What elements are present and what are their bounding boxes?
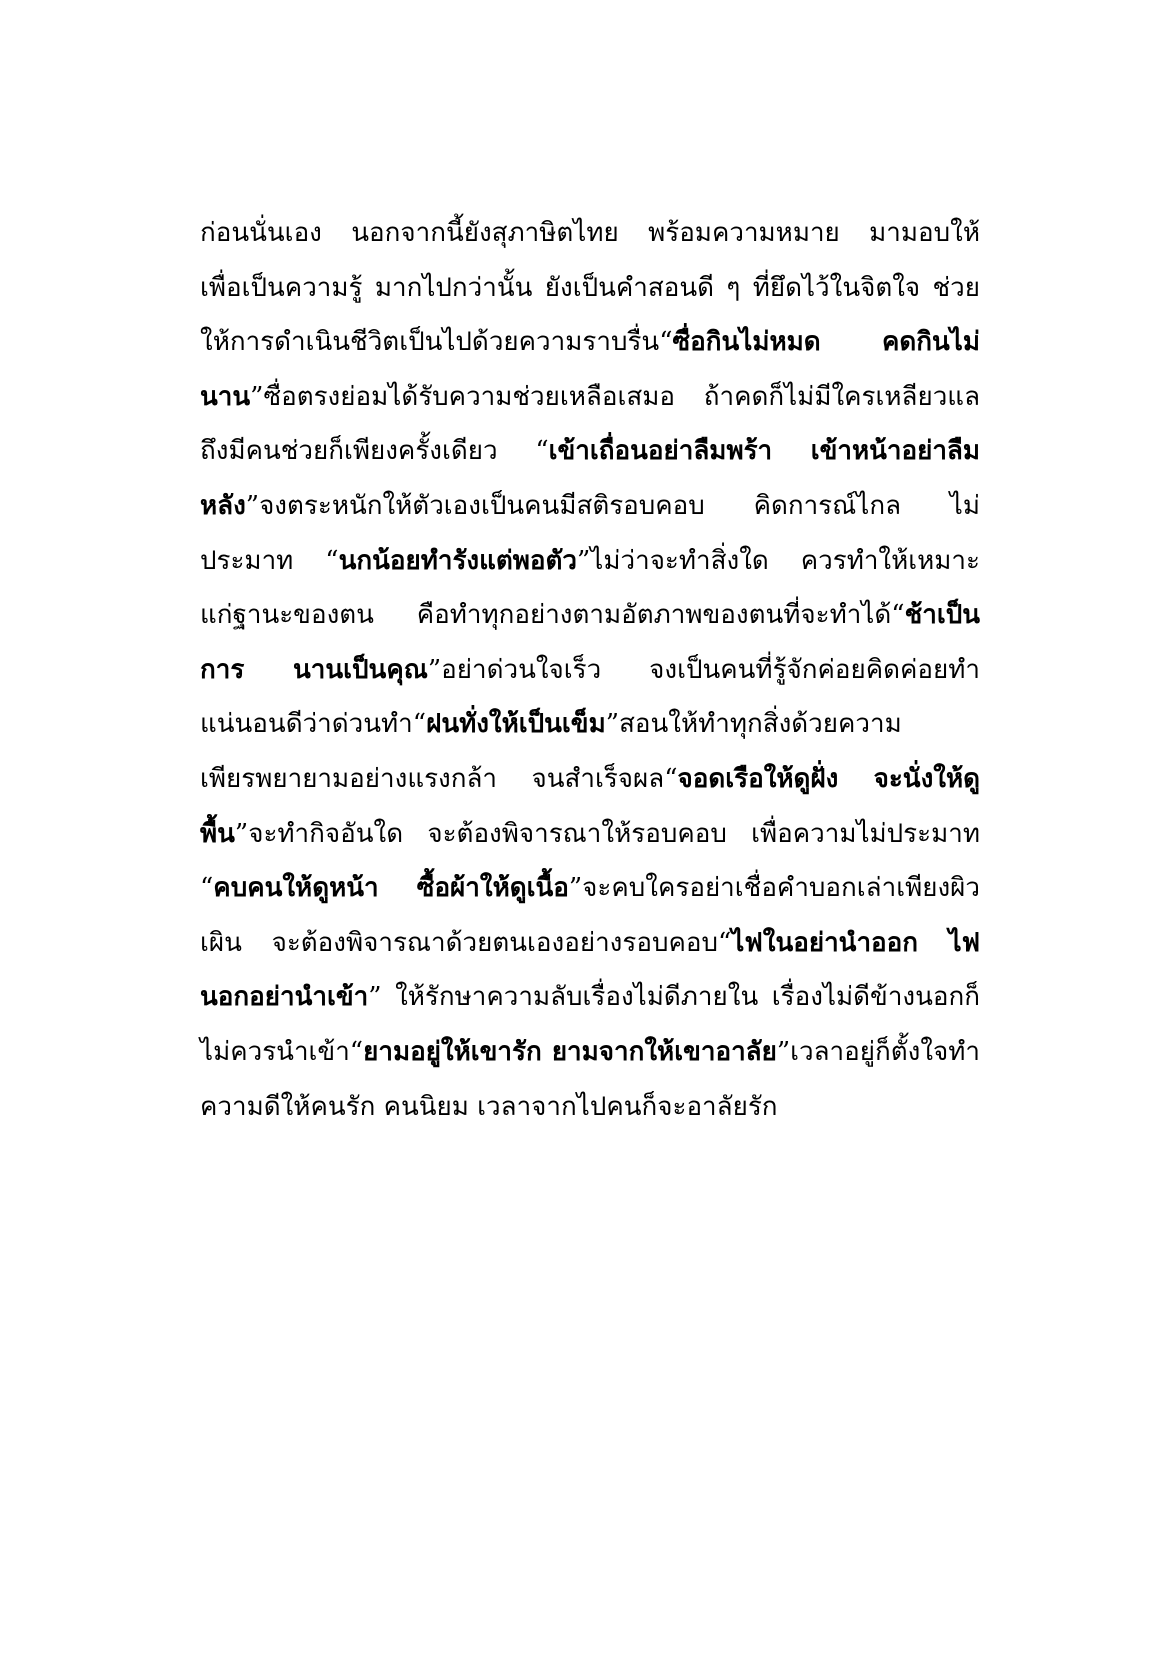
text-line [200, 424, 980, 479]
text-segment: เพื่อเป็นความรู้ มากไปกว่านั้น ยังเป็นคำสอนดี ๆ ที่ยึดไว้ในจิตใจ ช่วย [200, 272, 980, 303]
text-line [200, 479, 980, 534]
text-segment: แก่ฐานะของตน คือทำทุกอย่างตามอัตภาพของตนที่จะทำได้“ [200, 600, 905, 631]
proverb-text: นอกอย่านำเข้า [200, 982, 369, 1013]
text-line [200, 315, 980, 370]
text-segment: ” ให้รักษาความลับเรื่องไม่ดีภายใน เรื่องไม่ดีข้างนอกก็ [368, 982, 980, 1013]
text-segment: ”จะทำกิจอันใด จะต้องพิจารณาให้รอบคอบ เพื่อความไม่ประมาท [234, 818, 980, 849]
proverb-text: จอดเรือให้ดูฝั่ง จะนั่งให้ดู [677, 763, 980, 794]
text-line [200, 206, 980, 261]
text-line [200, 534, 980, 589]
text-segment: เพียรพยายามอย่างแรงกล้า จนสำเร็จผล“ [200, 763, 678, 794]
text-line [200, 1080, 980, 1135]
proverb-text: เข้าเถื่อนอย่าลืมพร้า เข้าหน้าอย่าลืม [548, 436, 980, 467]
text-segment: ”จงตระหนักให้ตัวเองเป็นคนมีสติรอบคอบ คิดการณ์ไกล ไม่ [245, 490, 980, 521]
proverb-text: พื้น [200, 818, 235, 849]
proverb-text: ยามอยู่ให้เขารัก ยามจากให้เขาอาลัย [363, 1036, 777, 1067]
proverb-text: การ นานเป็นคุณ [200, 654, 428, 685]
text-line [200, 370, 980, 425]
text-segment: ประมาท “ [200, 545, 339, 576]
text-line [200, 752, 980, 807]
text-segment: ”สอนให้ทำทุกสิ่งด้วยความ [605, 709, 902, 740]
text-segment: ”เวลาอยู่ก็ตั้งใจทำ [776, 1036, 980, 1067]
text-line [200, 1025, 980, 1080]
proverb-text: ไฟในอย่านำออก ไฟ [731, 927, 980, 958]
text-segment: เผิน จะต้องพิจารณาด้วยตนเองอย่างรอบคอบ“ [200, 927, 732, 958]
text-segment: แน่นอนดีว่าด่วนทำ“ [200, 709, 427, 740]
proverb-text: นาน [200, 381, 251, 412]
proverb-text: หลัง [200, 490, 246, 521]
text-line [200, 861, 980, 916]
text-segment: ”ซื่อตรงย่อมได้รับความช่วยเหลือเสมอ ถ้าคดก็ไม่มีใครเหลียวแล [250, 381, 980, 412]
text-line [200, 807, 980, 862]
proverb-text: ฝนทั่งให้เป็นเข็ม [426, 709, 606, 740]
proverb-text: ช้าเป็น [904, 600, 980, 631]
text-segment: ”จะคบใครอย่าเชื่อคำบอกเล่าเพียงผิว [568, 873, 980, 904]
text-line [200, 697, 980, 752]
text-segment: ”อย่าด่วนใจเร็ว จงเป็นคนที่รู้จักค่อยคิดค่อยทำ [427, 654, 981, 685]
text-segment: ให้การดำเนินชีวิตเป็นไปด้วยความราบรื่น“ [200, 327, 673, 358]
text-segment: ถึงมีคนช่วยก็เพียงครั้งเดียว “ [200, 436, 549, 467]
text-line [200, 643, 980, 698]
text-segment: ก่อนนั่นเอง นอกจากนี้ยังสุภาษิตไทย พร้อมความหมาย มามอบให้ [200, 218, 980, 248]
proverb-text: นกน้อยทำรังแต่พอตัว [338, 545, 577, 576]
text-segment: “ [200, 873, 214, 904]
text-line [200, 970, 980, 1025]
text-line [200, 588, 980, 643]
text-line [200, 916, 980, 971]
text-line [200, 261, 980, 316]
text-segment: ไม่ควรนำเข้า“ [200, 1036, 364, 1067]
proverb-text: คบคนให้ดูหน้า ซื้อผ้าให้ดูเนื้อ [213, 873, 569, 904]
proverb-text: ซื่อกินไม่หมด คดกินไม่ [672, 327, 980, 358]
text-segment: ความดีให้คนรัก คนนิยม เวลาจากไปคนก็จะอาลัยรัก [200, 1091, 778, 1122]
body-text [200, 206, 980, 1134]
text-segment: ”ไม่ว่าจะทำสิ่งใด ควรทำให้เหมาะ [576, 545, 980, 576]
